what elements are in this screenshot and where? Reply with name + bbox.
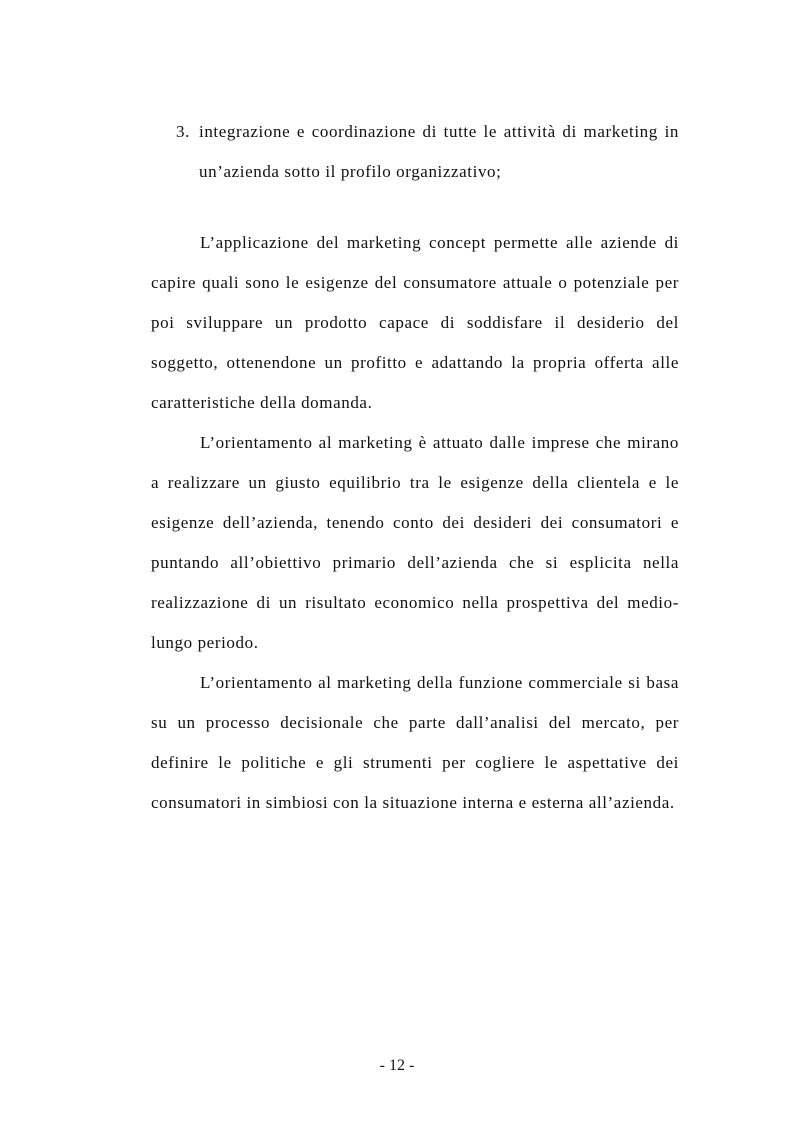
- paragraph-orientamento-imprese: L’orientamento al marketing è attuato dalle imprese che mirano a realizzare un giusto equilibrio tra le esigenze della clientela e le esigenze dell’azienda, tenendo conto dei desideri dei consumatori e puntando all’obiettivo primario dell’azienda che si esplicita nella realizzazione di un risultato economico nella prospettiva del medio-lungo periodo.: [151, 433, 679, 652]
- list-item-text: integrazione e coordinazione di tutte le attività di marketing in un’azienda sotto il profilo organizzativo;: [199, 122, 679, 181]
- list-item-number: 3.: [176, 122, 190, 141]
- list-item-3: [176, 112, 679, 192]
- page-number: - 12 -: [379, 1057, 415, 1074]
- body-text: [151, 223, 679, 823]
- paragraph-funzione-commerciale: L’orientamento al marketing della funzione commerciale si basa su un processo decisionale che parte dall’analisi del mercato, per definire le politiche e gli strumenti per cogliere le aspettative dei consumatori in simbiosi con la situazione interna e esterna all’azienda.: [151, 673, 679, 812]
- paragraph-marketing-concept: L’applicazione del marketing concept permette alle aziende di capire quali sono le esigenze del consumatore attuale o potenziale per poi sviluppare un prodotto capace di soddisfare il desiderio del soggetto, ottenendone un profitto e adattando la propria offerta alle caratteristiche della domanda.: [151, 233, 679, 412]
